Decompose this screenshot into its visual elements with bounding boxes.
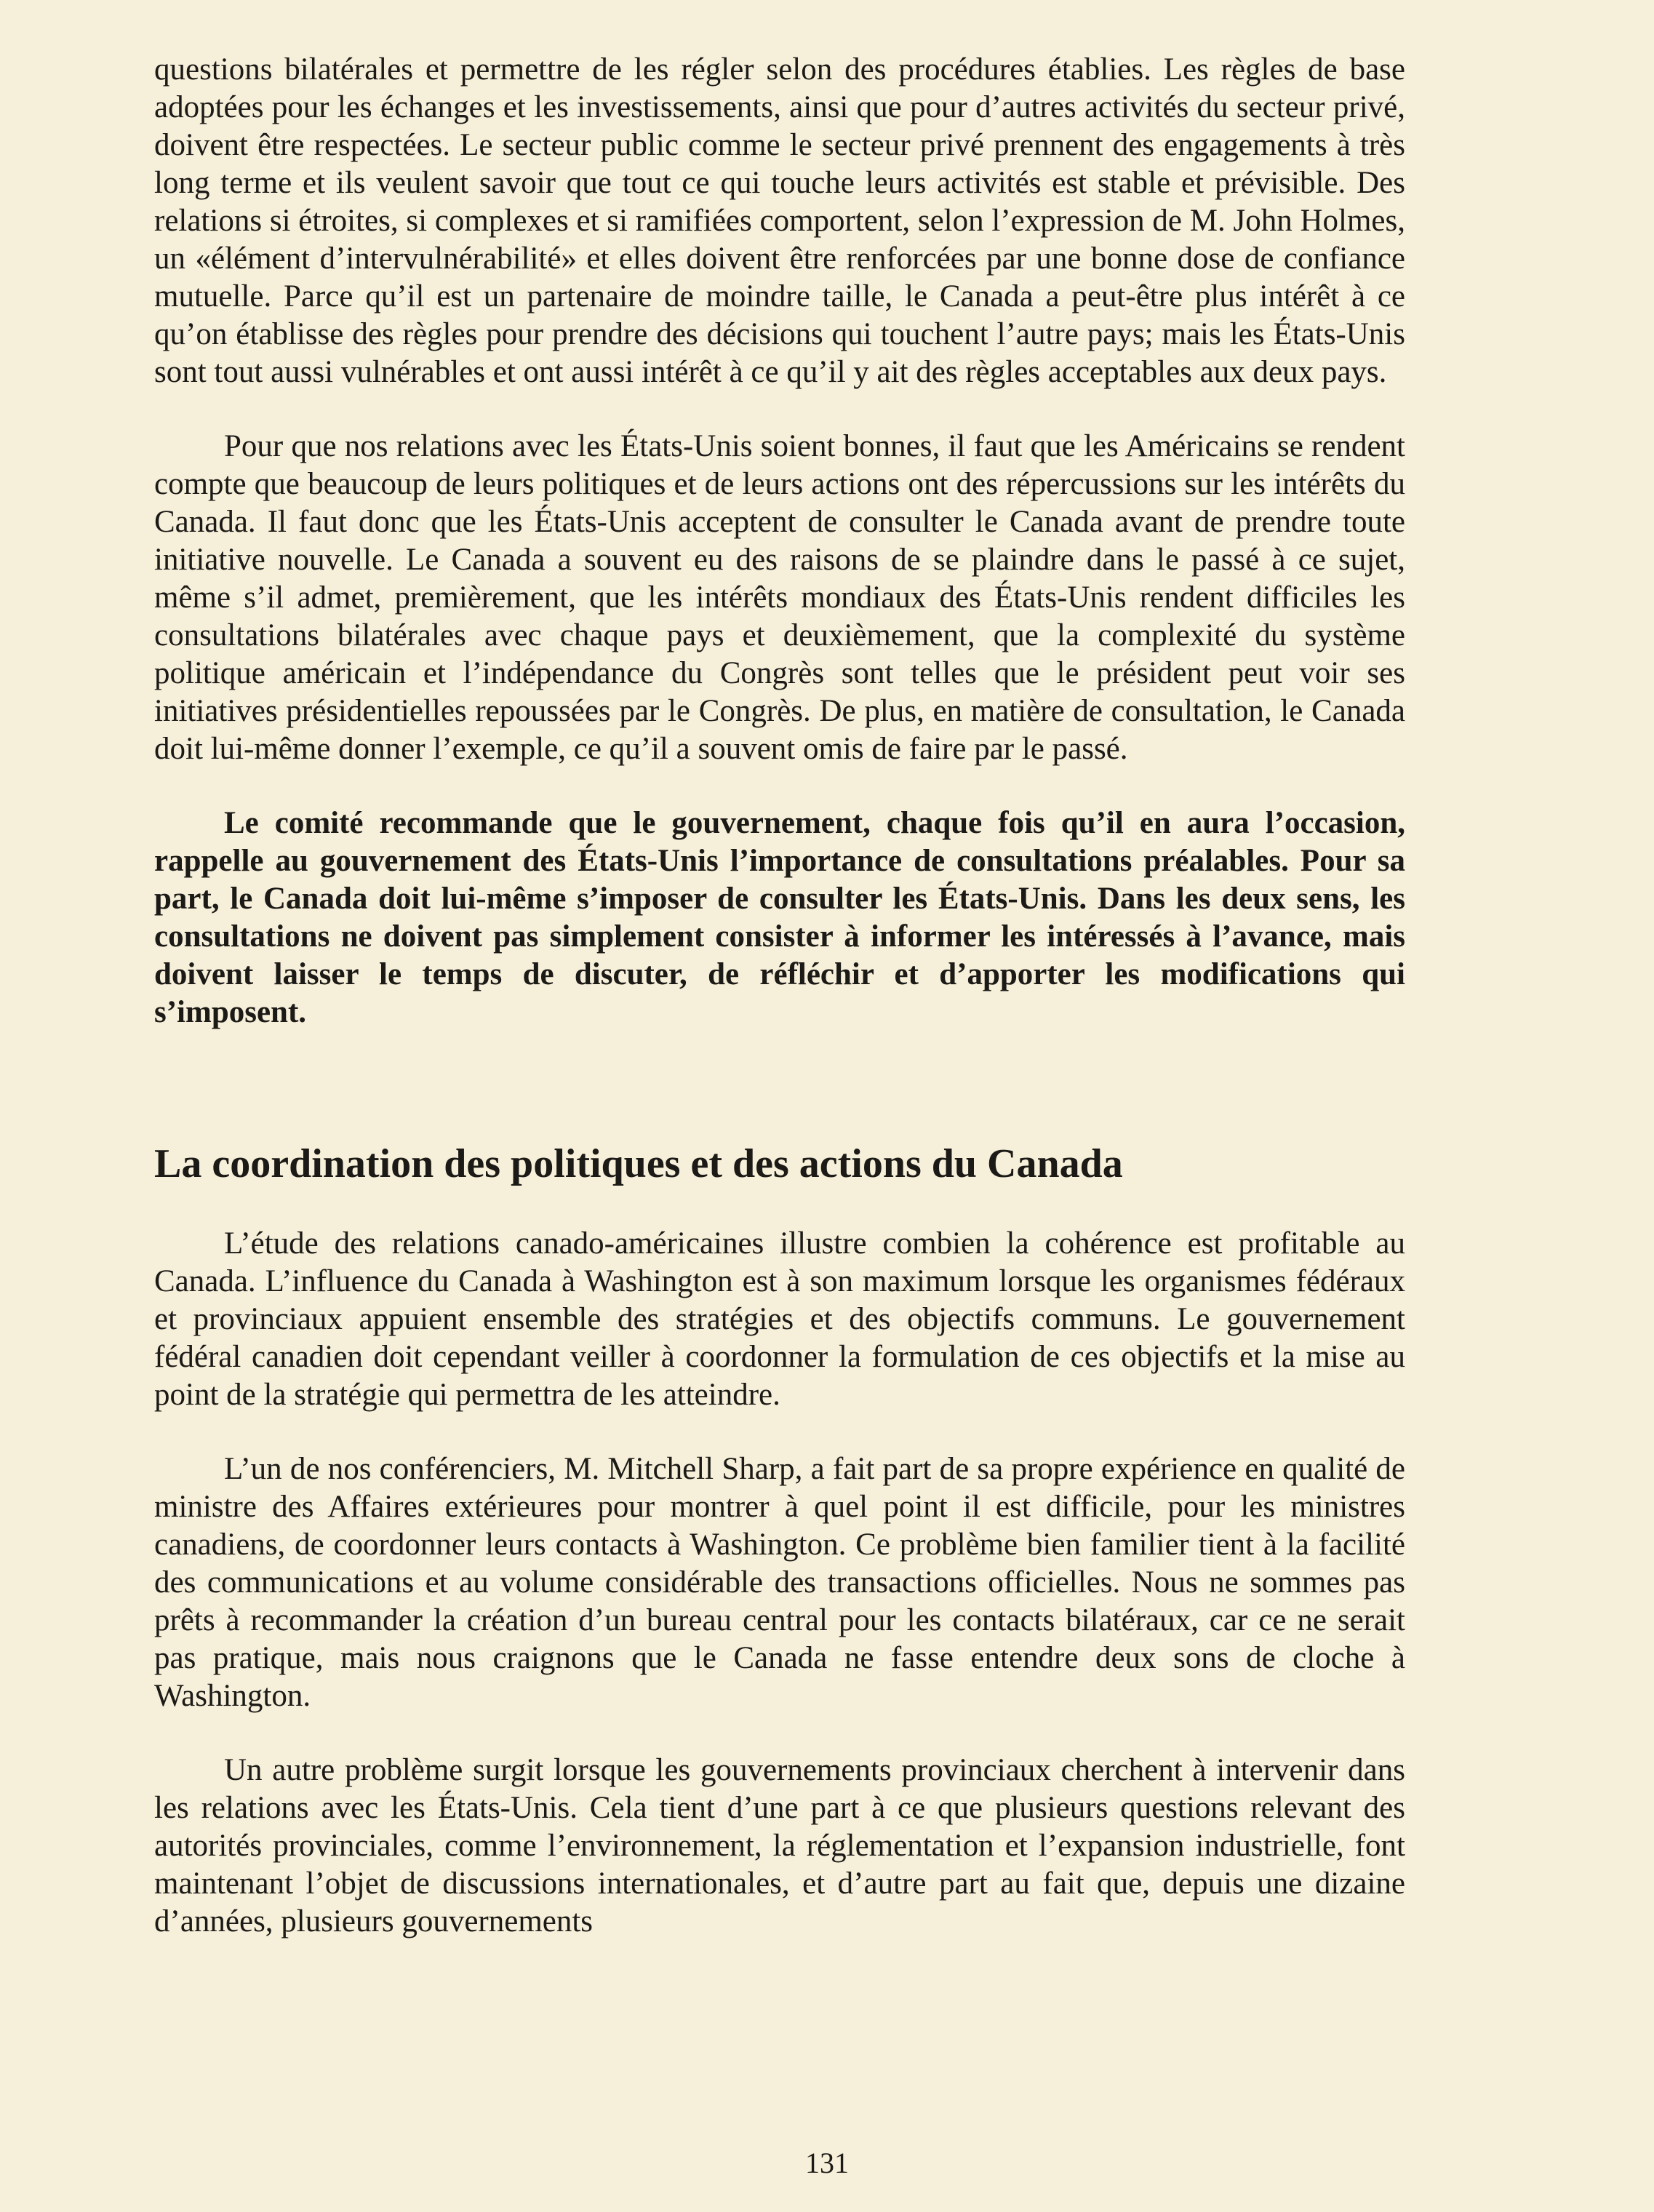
paragraph-consultation: Pour que nos relations avec les États-Unis soient bonnes, il faut que les Américains se rendent compte que beaucoup de leurs politiques et de leurs actions ont des répercussions sur les intérêts du Canada. Il faut donc que les États-Unis acceptent de consulter le Canada avant de prendre toute initiative nouvelle. Le Canada a souvent eu des raisons de se plaindre dans le passé à ce sujet, même s’il admet, premièrement, que les intérêts mondiaux des États-Unis rendent difficiles les consultations bilatérales avec chaque pays et deuxièmement, que la complexité du système politique américain et l’indépendance du Congrès sont telles que le président peut voir ses initiatives présidentielles repoussées par le Congrès. De plus, en matière de consultation, le Canada doit lui-même donner l’exemple, ce qu’il a souvent omis de faire par le passé.	[154, 429, 1405, 766]
document-page	[154, 51, 1405, 1977]
paragraph-coherence: L’étude des relations canado-américaines illustre combien la cohérence est profitable au Canada. L’influence du Canada à Washington est à son maximum lorsque les organismes fédéraux et provinciaux appuient ensemble des stratégies et des objectifs communs. Le gouvernement fédéral canadien doit cependant veiller à coordonner la formulation de ces objectifs et la mise au point de la stratégie qui permettra de les atteindre.	[154, 1226, 1405, 1412]
section-heading: La coordination des politiques et des actions du Canada	[154, 1141, 1123, 1186]
paragraph-continued: questions bilatérales et permettre de les régler selon des procédures établies. Les règles de base adoptées pour les échanges et les investissements, ainsi que pour d’autres activités du secteur privé, doivent être respectées. Le secteur public comme le secteur privé prennent des engagements à très long terme et ils veulent savoir que tout ce qui touche leurs activités est stable et prévisible. Des relations si étroites, si complexes et si ramifiées comportent, selon l’expression de M. John Holmes, un «élément d’intervulnérabilité» et elles doivent être renforcées par une bonne dose de confiance mutuelle. Parce qu’il est un partenaire de moindre taille, le Canada a peut-être plus intérêt à ce qu’on établisse des règles pour prendre des décisions qui touchent l’autre pays; mais les États-Unis sont tout aussi vulnérables et ont aussi intérêt à ce qu’il y ait des règles acceptables aux deux pays.	[154, 52, 1405, 389]
committee-recommendation: Le comité recommande que le gouvernement, chaque fois qu’il en aura l’occasion, rappelle au gouvernement des États-Unis l’importance de consultations préalables. Pour sa part, le Canada doit lui-même s’imposer de consulter les États-Unis. Dans les deux sens, les consultations ne doivent pas simplement consister à informer les intéressés à l’avance, mais doivent laisser le temps de discuter, de réfléchir et d’apporter les modifications qui s’imposent.	[154, 806, 1405, 1029]
paragraph-mitchell-sharp: L’un de nos conférenciers, M. Mitchell Sharp, a fait part de sa propre expérience en qualité de ministre des Affaires extérieures pour montrer à quel point il est difficile, pour les ministres canadiens, de coordonner leurs contacts à Washington. Ce problème bien familier tient à la facilité des communications et au volume considérable des transactions officielles. Nous ne sommes pas prêts à recommander la création d’un bureau central pour les contacts bilatéraux, car ce ne serait pas pratique, mais nous craignons que le Canada ne fasse entendre deux sons de cloche à Washington.	[154, 1452, 1405, 1713]
page-number: 131	[805, 2147, 849, 2179]
paragraph-provincial-governments: Un autre problème surgit lorsque les gouvernements provinciaux cherchent à intervenir dans les relations avec les États-Unis. Cela tient d’une part à ce que plusieurs questions relevant des autorités provinciales, comme l’environnement, la réglementation et l’expansion industrielle, font maintenant l’objet de discussions internationales, et d’autre part au fait que, depuis une dizaine d’années, plusieurs gouvernements	[154, 1753, 1405, 1939]
